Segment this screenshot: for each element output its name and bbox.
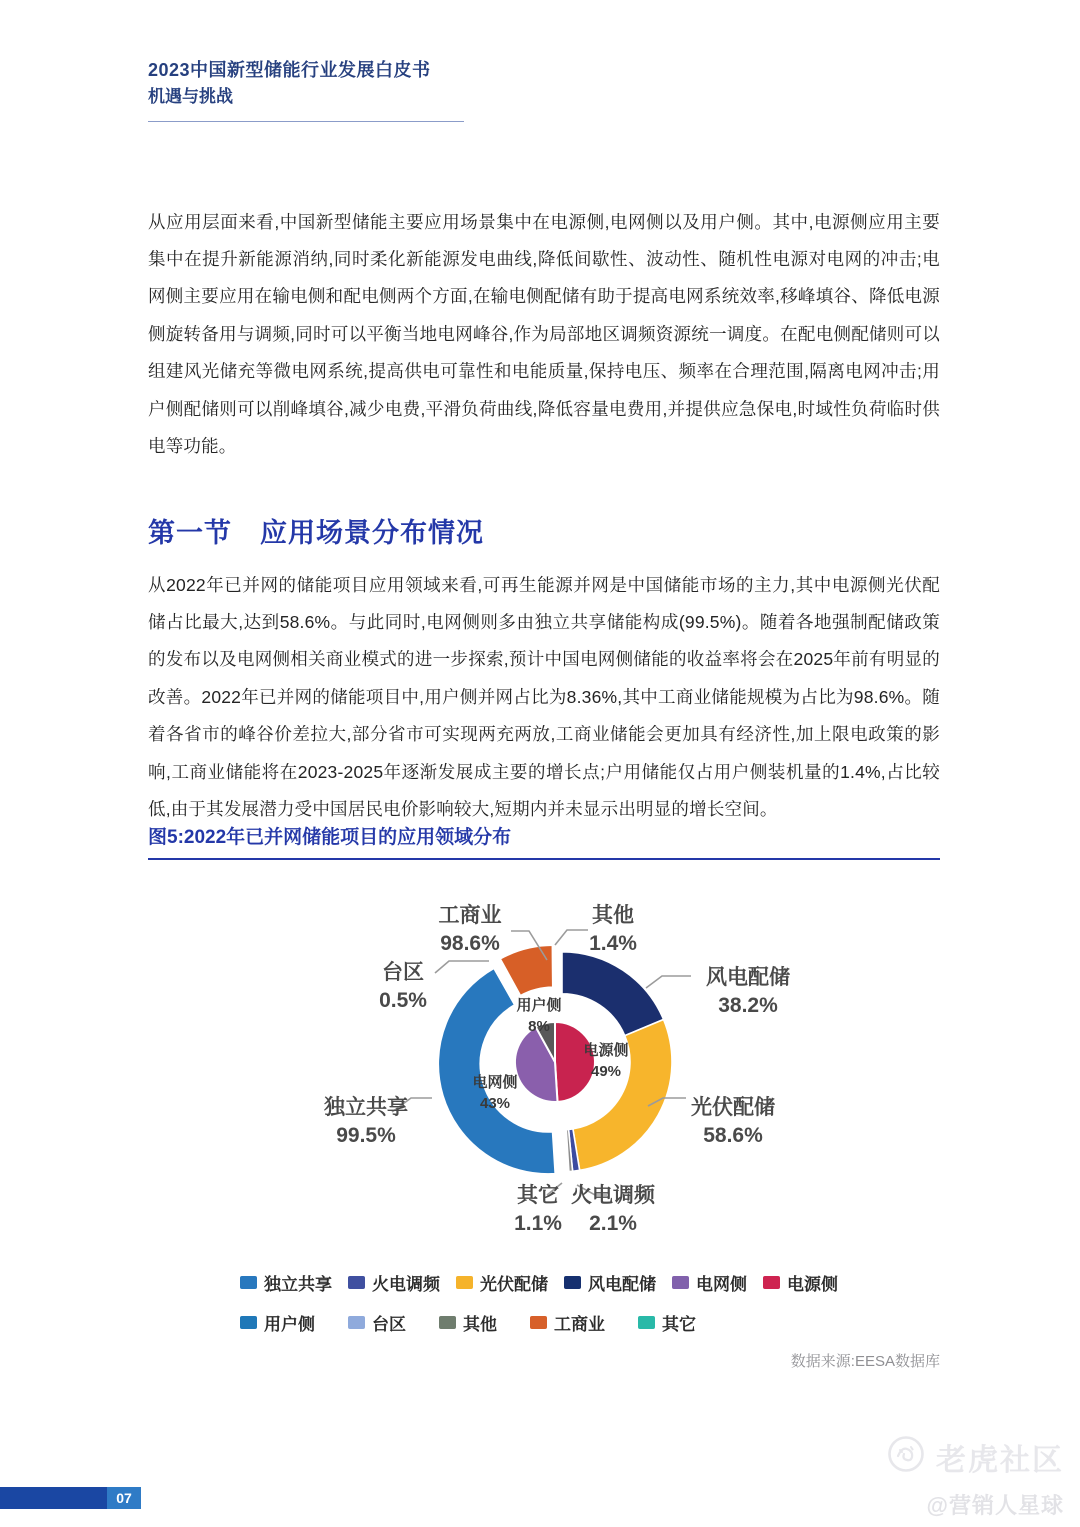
footer-bar-dark: [0, 1487, 107, 1509]
legend-label: 工商业: [554, 1314, 605, 1334]
legend-label: 用户侧: [264, 1314, 315, 1334]
legend-label: 其它: [662, 1314, 696, 1334]
chart-value-光伏配储: 58.6%: [703, 1124, 763, 1147]
legend-label: 其他: [463, 1314, 497, 1334]
pie-value-用户侧: 8%: [528, 1018, 550, 1035]
legend-item-光伏配储: [456, 1270, 548, 1295]
legend-swatch-电源侧: [763, 1276, 780, 1289]
legend-item-独立共享: [240, 1270, 332, 1295]
chart-value-独立共享: 99.5%: [336, 1124, 396, 1147]
legend-swatch-独立共享: [240, 1276, 257, 1289]
header-title-line2: 机遇与挑战: [148, 87, 233, 106]
legend-swatch-用户侧: [240, 1316, 257, 1329]
figure-title: 图5:2022年已并网储能项目的应用领域分布: [148, 827, 512, 848]
leader-line-风电配储: [646, 976, 691, 988]
pie-label-用户侧: 用户侧: [516, 997, 562, 1014]
legend-row-1: [240, 1262, 960, 1302]
legend-swatch-光伏配储: [456, 1276, 473, 1289]
page-number: 07: [107, 1487, 141, 1509]
figure-divider: [148, 858, 940, 860]
pie-value-电源侧: 49%: [590, 1063, 622, 1080]
chart-label-独立共享: 独立共享: [324, 1096, 408, 1119]
watermark: [804, 1434, 1064, 1520]
chart-value-台区: 0.5%: [379, 989, 427, 1012]
chart-value-工商业: 98.6%: [440, 932, 500, 955]
tiger-logo-icon: [886, 1434, 926, 1479]
body-paragraph-2: 从2022年已并网的储能项目应用领域来看,可再生能源并网是中国储能市场的主力,其中电源侧光伏配储占比最大,达到58.6%。与此同时,电网侧则多由独立共享储能构成(99.5%)。随着各地强制配储政策的发布以及电网侧相关商业模式的进一步探索,预计中国电网侧储能的收益率将会在2025年前有明显的改善。2022年已并网的储能项目中,用户侧并网占比为8.36%,其中工商业储能规模为占比为98.6%。随着各省市的峰谷价差拉大,部分省市可实现两充两放,工商业储能会更加具有经济性,加上限电政策的影响,工商业储能将在2023-2025年逐渐发展成主要的增长点;户用储能仅占用户侧装机量的1.4%,占比较低,由于其发展潜力受中国居民电价影响较大,短期内并未显示出明显的增长空间。: [148, 574, 940, 819]
legend-item-台区: [348, 1310, 406, 1335]
page-header: [148, 56, 648, 110]
legend-label: 独立共享: [264, 1274, 332, 1294]
legend-swatch-工商业: [530, 1316, 547, 1329]
header-title-line1: 2023中国新型储能行业发展白皮书: [148, 60, 431, 80]
legend-item-电网侧: [672, 1270, 747, 1295]
chart-value-其它: 1.1%: [514, 1212, 562, 1235]
legend-label: 光伏配储: [480, 1274, 548, 1294]
pie-label-电网侧: 电网侧: [472, 1074, 518, 1091]
donut-segment-其他: [552, 945, 553, 987]
legend-label: 风电配储: [588, 1274, 656, 1294]
legend-item-电源侧: [763, 1270, 838, 1295]
chart-legend: [240, 1262, 960, 1342]
donut-segment-工商业: [500, 945, 553, 995]
legend-row-2: [240, 1302, 960, 1342]
chart-value-风电配储: 38.2%: [718, 994, 778, 1017]
leader-line-台区: [435, 961, 489, 973]
legend-swatch-风电配储: [564, 1276, 581, 1289]
chart-label-火电调频: 火电调频: [571, 1184, 655, 1207]
legend-item-用户侧: [240, 1310, 315, 1335]
pie-label-电源侧: 电源侧: [583, 1042, 629, 1059]
legend-label: 台区: [372, 1314, 406, 1334]
legend-swatch-电网侧: [672, 1276, 689, 1289]
legend-swatch-其他: [439, 1316, 456, 1329]
legend-item-风电配储: [564, 1270, 656, 1295]
chart-label-风电配储: 风电配储: [706, 966, 790, 989]
legend-swatch-火电调频: [348, 1276, 365, 1289]
legend-item-其他: [439, 1310, 497, 1335]
chart-value-其他: 1.4%: [589, 932, 637, 955]
chart-value-火电调频: 2.1%: [589, 1212, 637, 1235]
chart-label-光伏配储: 光伏配储: [691, 1096, 775, 1119]
watermark-handle: @营销人星球: [926, 1493, 1064, 1518]
chart-label-台区: 台区: [382, 961, 424, 984]
legend-label: 电网侧: [696, 1274, 747, 1294]
donut-chart: [148, 884, 940, 1246]
pie-value-电网侧: 43%: [479, 1095, 511, 1112]
leader-line-其他: [555, 930, 588, 945]
body-paragraph-1: 从应用层面来看,中国新型储能主要应用场景集中在电源侧,电网侧以及用户侧。其中,电源侧应用主要集中在提升新能源消纳,同时柔化新能源发电曲线,降低间歇性、波动性、随机性电源对电网的冲击;电网侧主要应用在输电侧和配电侧两个方面,在输电侧配储有助于提高电网系统效率,移峰填谷、降低电源侧旋转备用与调频,同时可以平衡当地电网峰谷,作为局部地区调频资源统一调度。在配电侧配储则可以组建风光储充等微电网系统,提高供电可靠性和电能质量,保持电压、频率在合理范围,隔离电网冲击;用户侧配储则可以削峰填谷,减少电费,平滑负荷曲线,降低容量电费用,并提供应急保电,时域性负荷临时供电等功能。: [148, 211, 940, 456]
legend-label: 火电调频: [372, 1274, 440, 1294]
legend-item-其它: [638, 1310, 696, 1335]
donut-segment-风电配储: [562, 952, 664, 1036]
header-divider: [148, 121, 464, 122]
figure-chart: [148, 884, 940, 1246]
data-source: 数据来源:EESA数据库: [790, 1353, 940, 1370]
chart-label-其它: 其它: [517, 1184, 559, 1207]
legend-swatch-台区: [348, 1316, 365, 1329]
legend-swatch-其它: [638, 1316, 655, 1329]
legend-item-工商业: [530, 1310, 605, 1335]
pie-slice-电源侧: [555, 1022, 595, 1102]
chart-label-工商业: 工商业: [438, 904, 502, 927]
legend-item-火电调频: [348, 1270, 440, 1295]
legend-label: 电源侧: [787, 1274, 838, 1294]
watermark-brand: 老虎社区: [936, 1443, 1064, 1477]
chart-label-其他: 其他: [592, 904, 634, 927]
section-title: 第一节 应用场景分布情况: [148, 518, 484, 549]
